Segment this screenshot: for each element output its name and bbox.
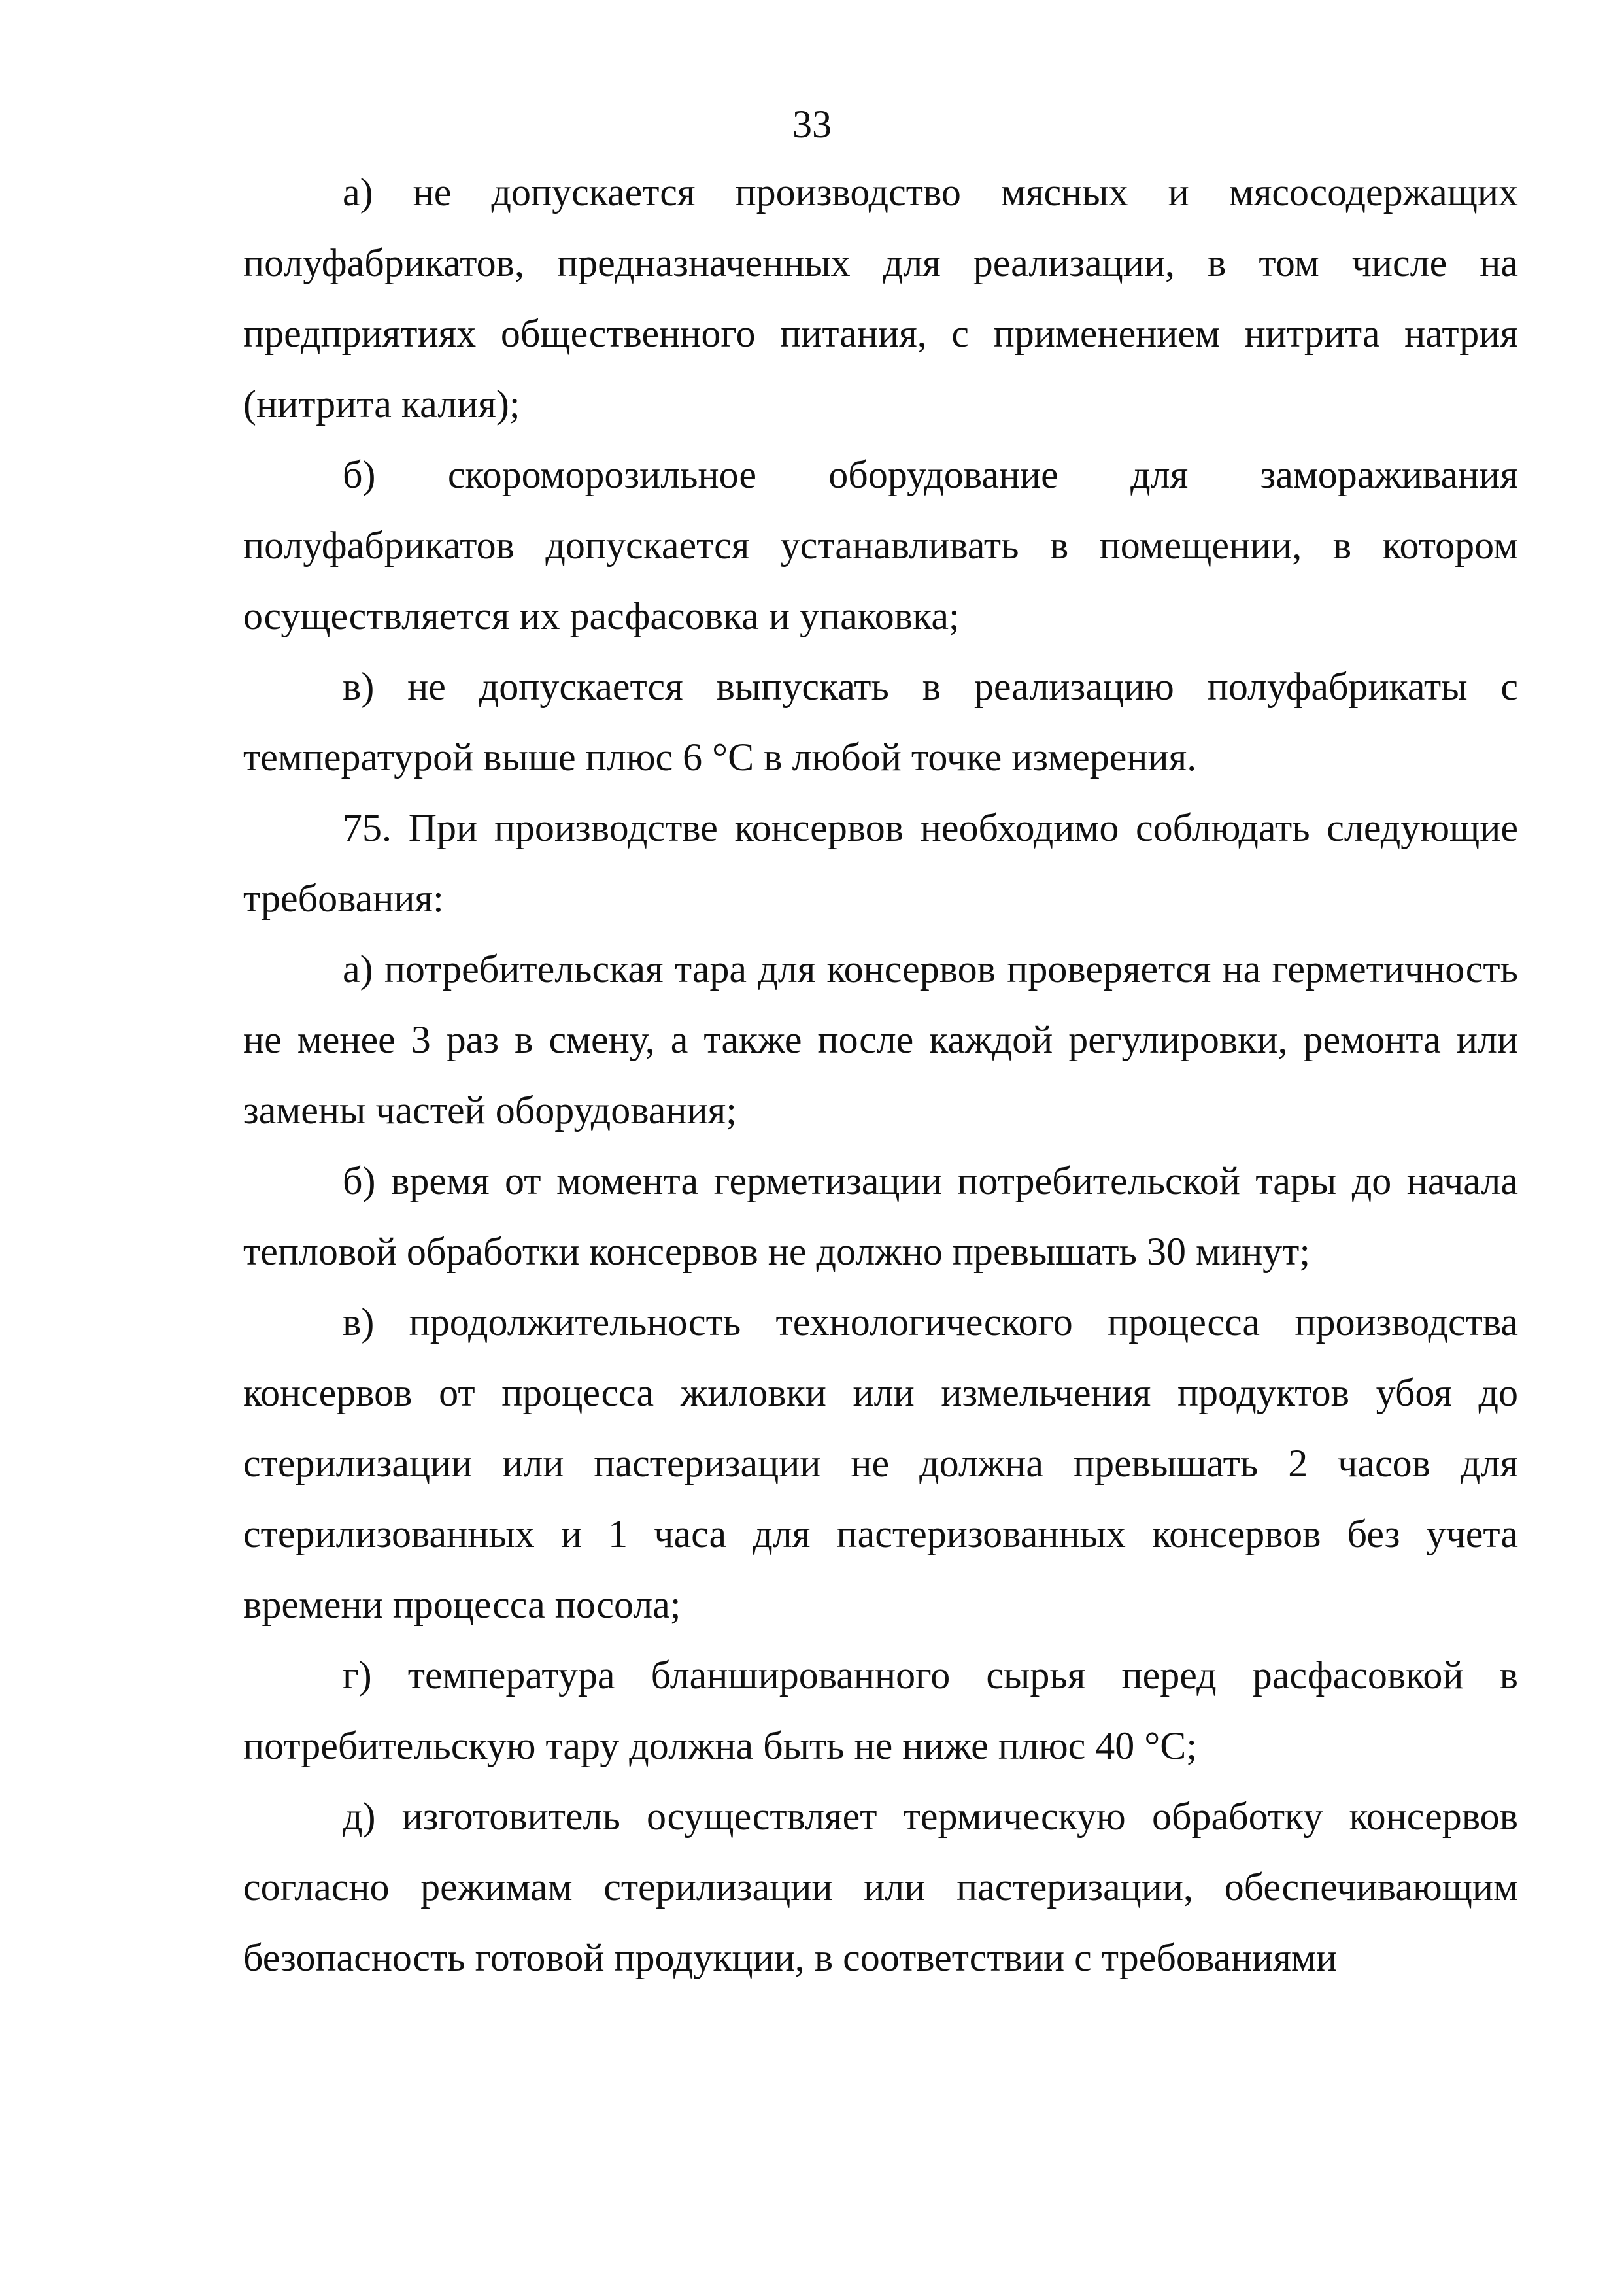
paragraph-v-process-duration: в) продолжительность технологического процесса производства консервов от процесса жиловки или измельчения продуктов убоя до стерилизации или пастеризации не должна превышать 2 часов для стерилизованных и 1 часа для пастеризованных консервов без учета времени процесса посола; (243, 1300, 1518, 1626)
paragraph-d-heat-treatment: д) изготовитель осуществляет термическую обработку консервов согласно режимам стерилизации или пастеризации, обеспечивающим безопасность готовой продукции, в соответствии с требованиями (243, 1795, 1518, 1979)
paragraph-v-temperature-limit: в) не допускается выпускать в реализацию полуфабрикаты с температурой выше плюс 6 °С в любой точке измерения. (243, 665, 1518, 779)
body-text (243, 157, 1518, 1993)
page-number: 33 (792, 103, 832, 146)
paragraph-b-sealing-time: б) время от момента герметизации потребительской тары до начала тепловой обработки консервов не должно превышать 30 минут; (243, 1159, 1518, 1273)
paragraph-a-container-check: а) потребительская тара для консервов проверяется на герметичность не менее 3 раз в смену, а также после каждой регулировки, ремонта или замены частей оборудования; (243, 947, 1518, 1132)
paragraph-a-nitrite: а) не допускается производство мясных и мясосодержащих полуфабрикатов, предназначенных для реализации, в том числе на предприятиях общественного питания, с применением нитрита натрия (нитрита калия); (243, 171, 1518, 426)
paragraph-75-canned-goods: 75. При производстве консервов необходимо соблюдать следующие требования: (243, 806, 1518, 920)
paragraph-g-blanched-temperature: г) температура бланшированного сырья перед расфасовкой в потребительскую тару должна быть не ниже плюс 40 °С; (243, 1654, 1518, 1767)
paragraph-b-freezing-equipment: б) скороморозильное оборудование для замораживания полуфабрикатов допускается устанавливать в помещении, в котором осуществляется их расфасовка и упаковка; (243, 453, 1518, 637)
